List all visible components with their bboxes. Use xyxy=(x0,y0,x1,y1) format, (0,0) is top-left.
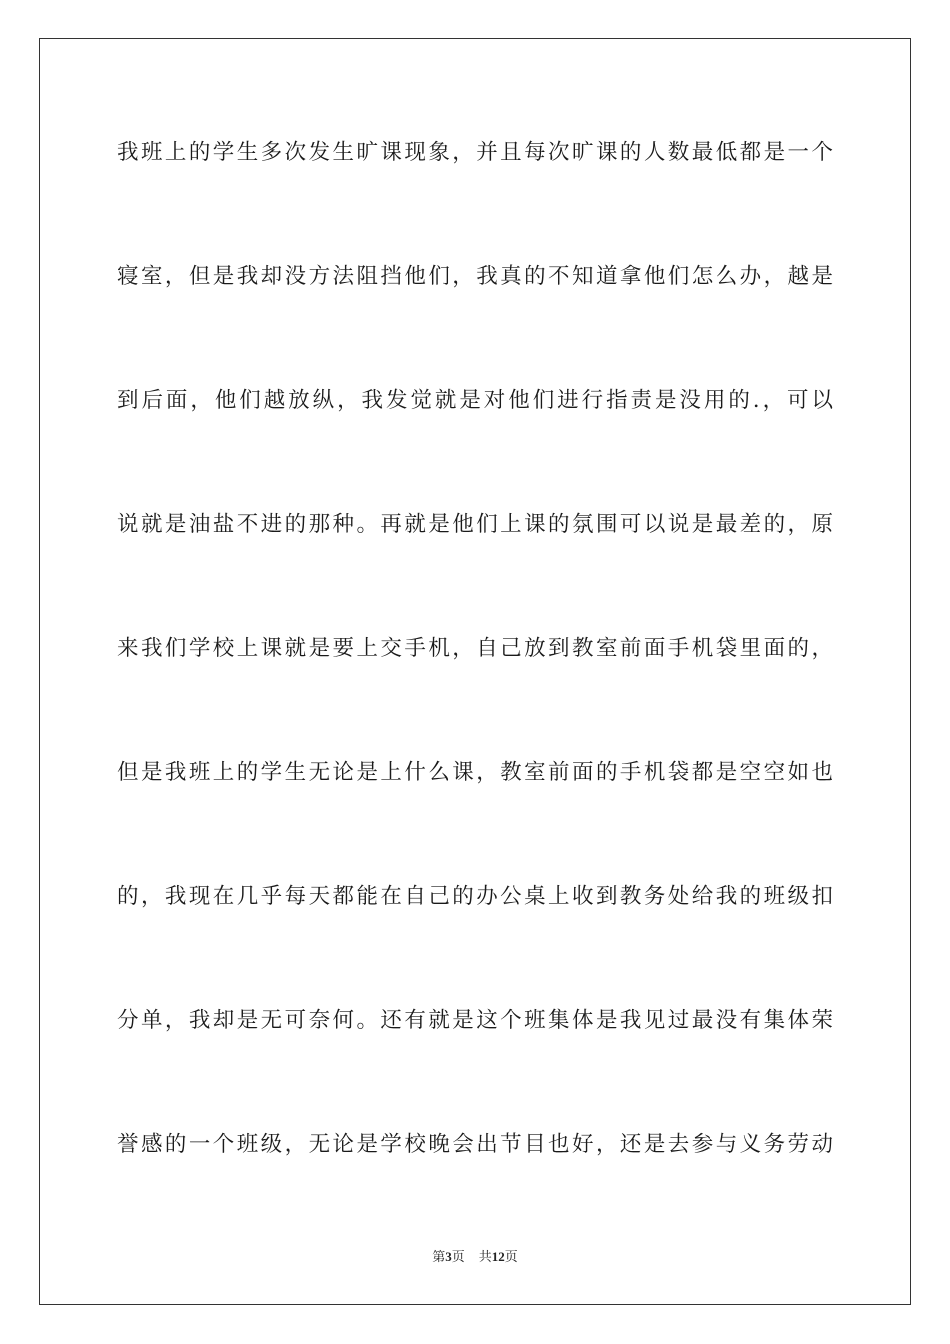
body-text-line-1: 我班上的学生多次发生旷课现象，并且每次旷课的人数最低都是一个 xyxy=(117,140,833,165)
body-text-line-2: 寝室，但是我却没方法阻挡他们，我真的不知道拿他们怎么办，越是 xyxy=(117,264,833,289)
body-text-line-9: 誉感的一个班级，无论是学校晚会出节目也好，还是去参与义务劳动 xyxy=(117,1132,833,1157)
total-prefix: 共 xyxy=(478,1250,492,1265)
total-pages: 12 xyxy=(491,1249,505,1264)
page-number: 3 xyxy=(445,1249,452,1264)
page-prefix: 第 xyxy=(432,1250,446,1265)
page-footer xyxy=(0,1248,950,1267)
body-text-line-3: 到后面，他们越放纵，我发觉就是对他们进行指责是没用的.，可以 xyxy=(117,388,833,413)
body-text-line-7: 的，我现在几乎每天都能在自己的办公桌上收到教务处给我的班级扣 xyxy=(117,884,833,909)
body-text-line-4: 说就是油盐不进的那种。再就是他们上课的氛围可以说是最差的，原 xyxy=(117,512,833,537)
total-suffix: 页 xyxy=(504,1250,518,1265)
page-suffix: 页 xyxy=(451,1250,465,1265)
body-text-line-8: 分单，我却是无可奈何。还有就是这个班集体是我见过最没有集体荣 xyxy=(117,1008,833,1033)
body-text-line-5: 来我们学校上课就是要上交手机，自己放到教室前面手机袋里面的， xyxy=(117,636,833,661)
body-text-line-6: 但是我班上的学生无论是上什么课，教室前面的手机袋都是空空如也 xyxy=(117,760,833,785)
page-border xyxy=(39,38,911,1305)
